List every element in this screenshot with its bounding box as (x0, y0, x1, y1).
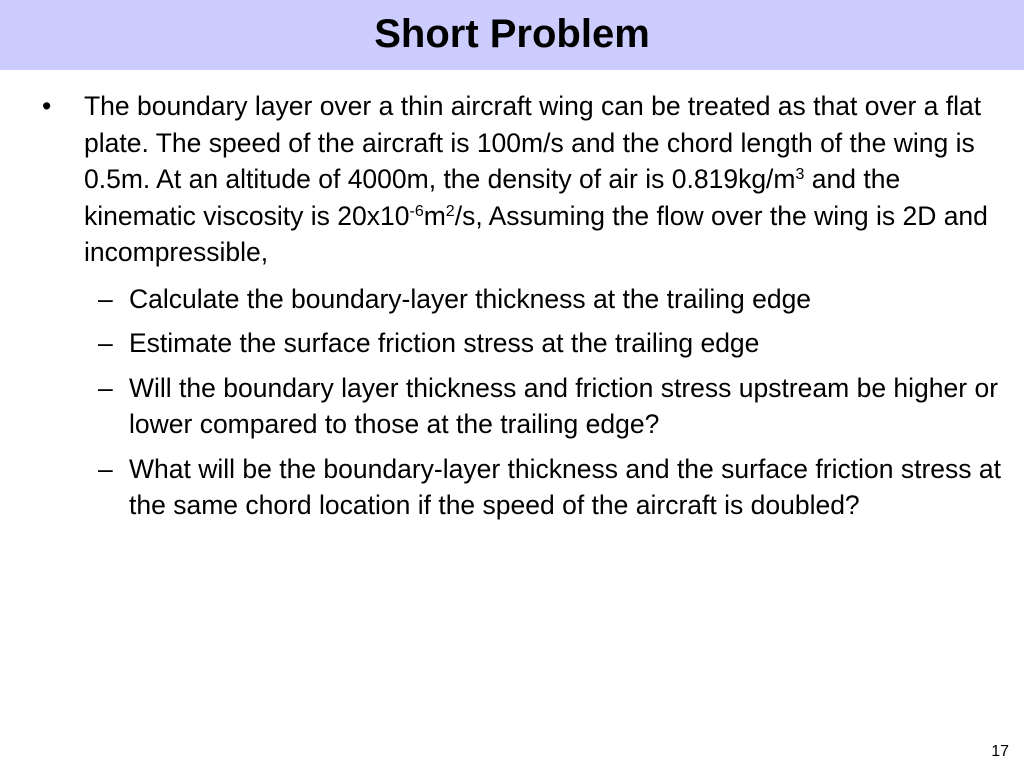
sub-bullet-text: Estimate the surface friction stress at the trailing edge (129, 328, 760, 358)
problem-text-part-2: and the kinematic viscosity is 20x10 (84, 164, 901, 231)
dash-icon: – (98, 328, 113, 358)
dash-icon: – (98, 283, 113, 314)
sub-bullet-text: Will the boundary layer thickness and friction stress upstream be higher or lower compared to those at the trailing edge? (129, 372, 999, 439)
problem-text-part-1: The boundary layer over a thin aircraft wing can be treated as that over a flat plate. The speed of the aircraft is 100m/s and the chord length of the wing is 0.5m. At an altitude of 4000m, the density of air is 0.819kg/m (84, 91, 982, 194)
slide-title: Short Problem (374, 12, 650, 56)
dash-icon: – (98, 372, 113, 403)
viscosity-exponent: -6 (409, 202, 424, 220)
sub-bullet-item (42, 281, 1017, 318)
slide-body (42, 88, 1017, 532)
sub-bullet-item (42, 370, 1017, 443)
bullet-dot-icon: • (42, 91, 52, 121)
problem-text-part-4: /s, Assuming the flow over the wing is 2D and incompressible, (84, 200, 988, 267)
sub-bullet-item (42, 451, 1017, 524)
page-number: 17 (991, 743, 1009, 760)
density-exponent: 3 (795, 166, 805, 184)
sub-bullet-text: What will be the boundary-layer thickness and the surface friction stress at the same chord location if the speed of the aircraft is doubled? (129, 453, 1001, 520)
sub-bullet-text: Calculate the boundary-layer thickness at the trailing edge (129, 283, 812, 314)
problem-text-part-3: m (423, 200, 446, 231)
main-bullet (42, 88, 1017, 271)
dash-icon: – (98, 453, 113, 484)
area-exponent: 2 (445, 202, 455, 220)
sub-bullet-list (42, 281, 1017, 524)
sub-bullet-item (42, 325, 1017, 362)
title-bar (0, 0, 1024, 70)
